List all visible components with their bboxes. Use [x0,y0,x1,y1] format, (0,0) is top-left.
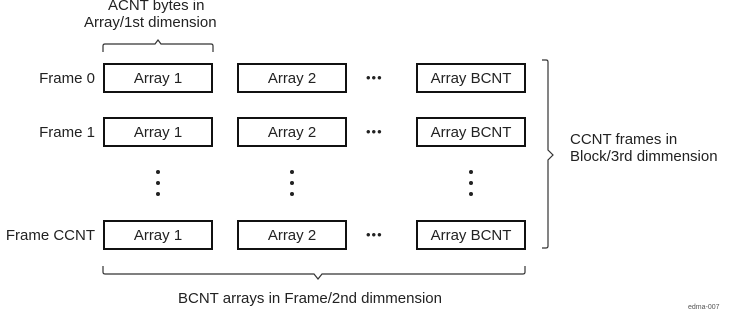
right-brace [542,60,553,248]
cell-label: Array BCNT [430,69,512,87]
ellipsis-rowccnt: ••• [366,227,383,242]
cell-label: Array BCNT [430,123,512,141]
figure-id: edma-007 [688,304,720,311]
frame-label-ccnt: Frame CCNT [5,227,95,244]
cell-label: Array BCNT [430,226,512,244]
acnt-label-line1: ACNT bytes in [108,0,205,14]
ccnt-label-line2: Block/3rd dimmension [570,148,718,165]
ellipsis-row0: ••• [366,70,383,85]
vertical-ellipsis-col1 [156,170,160,196]
ccnt-label-line1: CCNT frames in [570,131,678,148]
ellipsis-row1: ••• [366,124,383,139]
bcnt-label: BCNT arrays in Frame/2nd dimmension [178,290,442,307]
cell-label: Array 2 [267,123,317,141]
frame-label-1: Frame 1 [39,124,95,141]
top-brace [103,40,213,52]
frame-label-0: Frame 0 [39,70,95,87]
vertical-ellipsis-col2 [290,170,294,196]
cell-label: Array 1 [133,69,183,87]
cell-label: Array 1 [133,226,183,244]
acnt-label-line2: Array/1st dimension [84,14,217,31]
bottom-brace [103,266,525,279]
vertical-ellipsis-col3 [469,170,473,196]
cell-label: Array 2 [267,226,317,244]
cell-label: Array 1 [133,123,183,141]
cell-label: Array 2 [267,69,317,87]
